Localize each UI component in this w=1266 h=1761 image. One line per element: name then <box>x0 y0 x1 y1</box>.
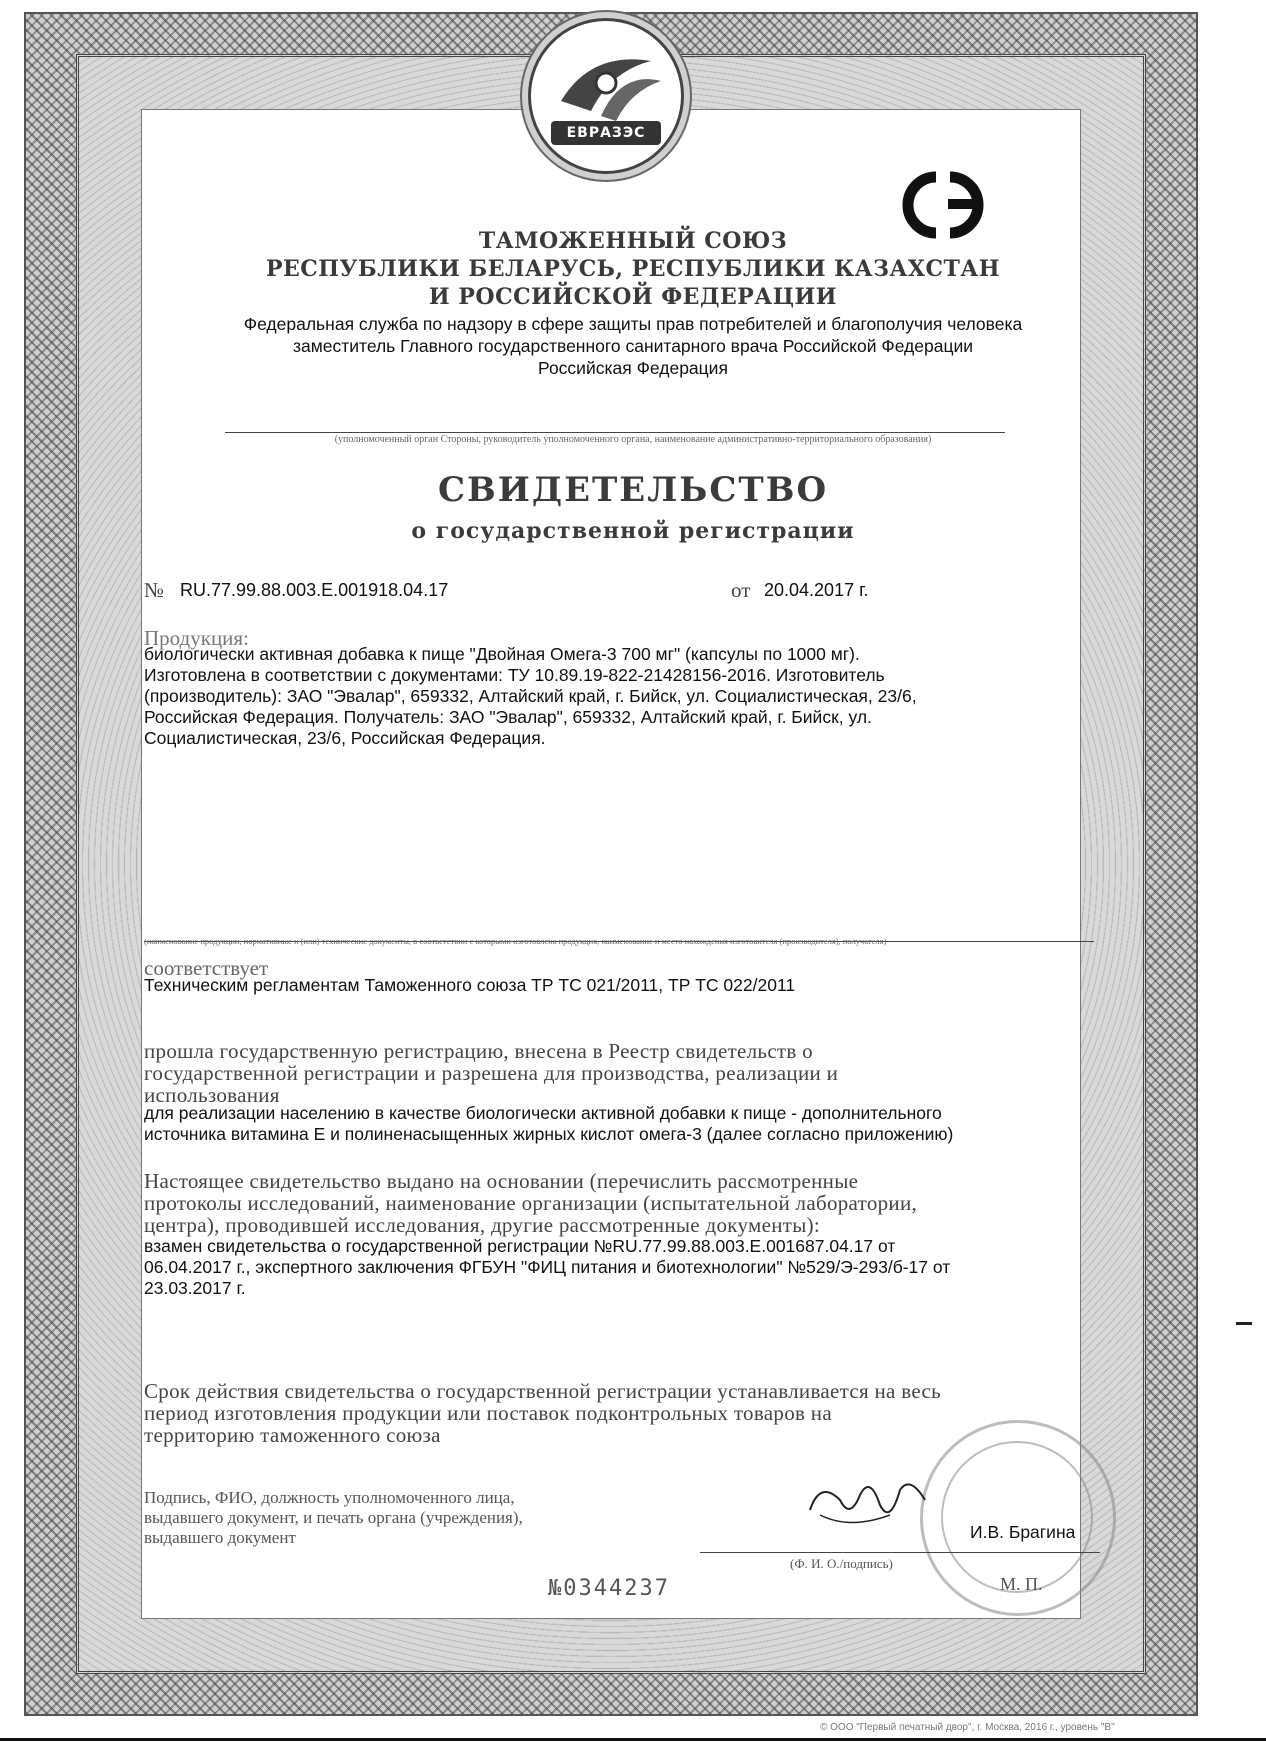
validity-line: Срок действия свидетельства о государственной регистрации устанавливается на весь <box>144 1379 941 1403</box>
usage-text <box>144 1103 1104 1145</box>
header-line-1: ТАМОЖЕННЫЙ СОЮЗ <box>478 228 788 254</box>
printer-imprint: © ООО "Первый печатный двор", г. Москва, 2016 г., уровень "В" <box>820 1722 1115 1733</box>
conformity-label: соответствует <box>144 956 269 980</box>
signature-icon <box>800 1470 940 1540</box>
signature-caption-line: выдавшего документ, и печать органа (учреждения), <box>144 1508 523 1527</box>
product-description <box>144 644 1104 749</box>
authority-rule <box>225 432 1005 433</box>
basis-statement-line: Настоящее свидетельство выдано на основании (перечислить рассмотренные <box>144 1169 859 1193</box>
header-line-3: И РОССИЙСКОЙ ФЕДЕРАЦИИ <box>428 284 838 310</box>
basis-line: 23.03.2017 г. <box>144 1278 246 1298</box>
product-line: Российская Федерация. Получатель: ЗАО "Эвалар", 659332, Алтайский край, г. Бийск, ул. <box>144 707 872 727</box>
authority-line-3: Российская Федерация <box>538 358 728 378</box>
document-subtitle: о государственной регистрации <box>411 518 855 544</box>
signature-rule <box>700 1552 1100 1553</box>
authority-line-1: Федеральная служба по надзору в сфере защиты прав потребителей и благополучия человека <box>243 314 1023 334</box>
signature-caption-line: выдавшего документ <box>144 1528 296 1547</box>
official-seal-inner <box>941 1441 1093 1593</box>
basis-text <box>144 1236 1104 1299</box>
basis-statement-line: протоколы исследований, наименование организации (испытательной лаборатории, <box>144 1191 918 1215</box>
fio-caption: (Ф. И. О./подпись) <box>790 1556 893 1571</box>
eurasec-emblem-icon <box>531 21 681 171</box>
registration-statement <box>144 1040 1094 1106</box>
validity-line: период изготовления продукции или поставок подконтрольных товаров на <box>144 1401 832 1425</box>
registration-date: 20.04.2017 г. <box>764 580 869 600</box>
registration-statement-line: использования <box>144 1083 280 1107</box>
signature-caption-line: Подпись, ФИО, должность уполномоченного лица, <box>144 1488 515 1507</box>
emblem-label: ЕВРАЗЭС <box>566 125 646 141</box>
product-line: Изготовлена в соответствии с документами: ТУ 10.89.19-822-21428156-2016. Изготовитель <box>144 665 885 685</box>
usage-line: для реализации населению в качестве биологически активной добавки к пище - дополнительного <box>144 1103 942 1123</box>
signatory-name: И.В. Брагина <box>970 1522 1076 1542</box>
authority-line-2: заместитель Главного государственного санитарного врача Российской Федерации <box>292 336 974 356</box>
registration-date-label: от <box>731 578 751 602</box>
document-title: СВИДЕТЕЛЬСТВО <box>437 470 829 510</box>
authority-caption: (уполномоченный орган Стороны, руководитель уполномоченного органа, наименование административно-территориального образования) <box>334 434 932 445</box>
conformity-text: Техническим регламентам Таможенного союза ТР ТС 021/2011, ТР ТС 022/2011 <box>144 975 796 995</box>
header-line-2: РЕСПУБЛИКИ БЕЛАРУСЬ, РЕСПУБЛИКИ КАЗАХСТАН <box>265 256 1001 282</box>
product-line: биологически активная добавка к пище "Двойная Омега-3 700 мг" (капсулы по 1000 мг). <box>144 644 860 664</box>
product-line: (производитель): ЗАО "Эвалар", 659332, Алтайский край, г. Бийск, ул. Социалистическая, 23/6, <box>144 686 917 706</box>
margin-mark <box>1236 1322 1252 1325</box>
basis-line: взамен свидетельства о государственной регистрации №RU.77.99.88.003.Е.001687.04.17 от <box>144 1236 896 1256</box>
registration-statement-line: государственной регистрации и разрешена для производства, реализации и <box>144 1061 839 1085</box>
seal-place-label: М. П. <box>1000 1574 1043 1594</box>
registration-statement-line: прошла государственную регистрацию, внесена в Реестр свидетельств о <box>144 1039 813 1063</box>
product-caption: (наименование продукции, нормативные и (или) технические документы, в соответствии с которыми изготовлена продукция, наименование и место нахождения изготовителя (производителя), получателя) <box>144 936 887 946</box>
registration-number-label: № <box>144 578 165 602</box>
validity-line: территорию таможенного союза <box>144 1423 441 1447</box>
usage-line: источника витамина Е и полиненасыщенных жирных кислот омега-3 (далее согласно приложению) <box>144 1124 954 1144</box>
basis-statement <box>144 1170 1094 1236</box>
page-edge-line <box>0 1738 1266 1741</box>
product-label: Продукция: <box>144 626 249 650</box>
basis-statement-line: центра), проводившей исследования, другие рассмотренные документы): <box>144 1213 821 1237</box>
signature-caption <box>144 1488 704 1548</box>
eurasec-emblem <box>528 18 684 174</box>
registration-number: RU.77.99.88.003.Е.001918.04.17 <box>180 580 449 600</box>
form-number: №0344237 <box>548 1576 670 1601</box>
basis-line: 06.04.2017 г., экспертного заключения ФГБУН "ФИЦ питания и биотехнологии" №529/Э-293/б-17 от <box>144 1257 951 1277</box>
validity-statement <box>144 1380 1094 1446</box>
product-line: Социалистическая, 23/6, Российская Федерация. <box>144 728 546 748</box>
